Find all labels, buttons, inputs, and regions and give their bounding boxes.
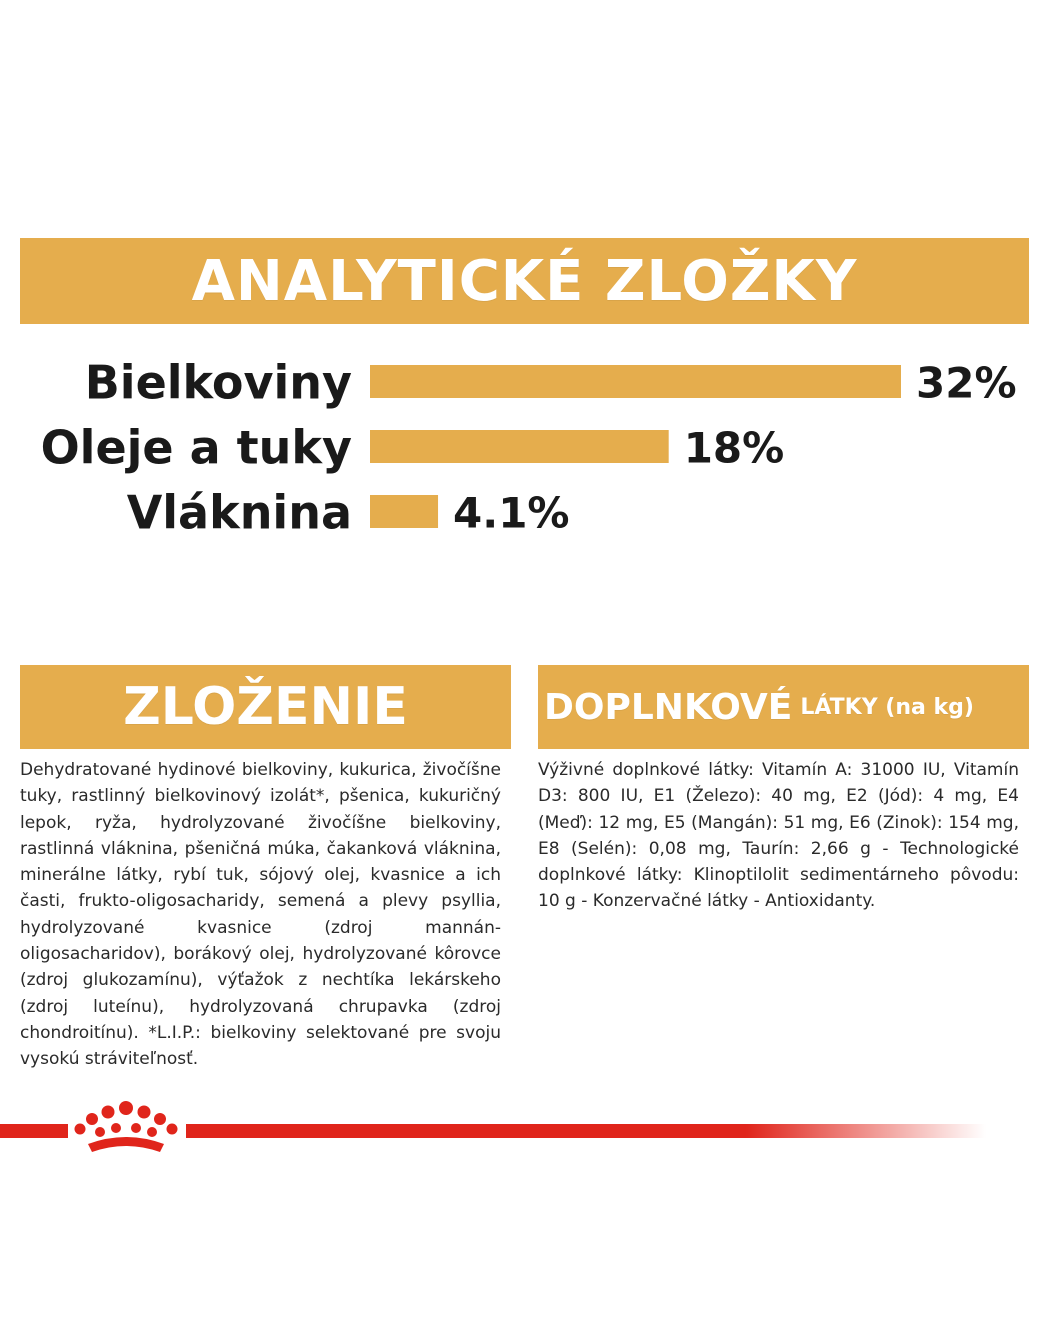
footer-line-right: [186, 1124, 986, 1138]
analytic-title: ANALYTICKÉ ZLOŽKY: [191, 248, 858, 314]
royal-canin-crown-icon: [70, 1100, 182, 1160]
value-label: 4.1%: [453, 488, 570, 538]
footer-line-left: [0, 1124, 68, 1138]
analytic-bar-chart: [0, 330, 1049, 540]
additives-header: [538, 665, 1029, 749]
bar: [370, 495, 438, 528]
additives-subtitle: LÁTKY (na kg): [800, 694, 974, 720]
value-label: 18%: [683, 423, 785, 473]
category-label: Vláknina: [126, 485, 352, 540]
category-label: Bielkoviny: [84, 355, 352, 410]
composition-title: ZLOŽENIE: [123, 677, 408, 737]
bar: [370, 365, 901, 398]
composition-header: [20, 665, 511, 749]
analytic-header: [20, 238, 1029, 324]
value-label: 32%: [916, 358, 1017, 408]
additives-text: Výživné doplnkové látky: Vitamín A: 31000 IU, Vitamín D3: 800 IU, E1 (Železo): 40 mg, E2 (Jód): 4 mg, E4 (Meď): 12 mg, E5 (Mangán): 51 mg, E6 (Zinok): 154 mg, E8 (Selén): 0,08 mg, Taurín: 2,66 g - Technologické doplnkové látky: Klinoptilolit sedimentárneho pôvodu: 10 g - Konzervačné látky - Antioxidanty.: [538, 760, 1019, 912]
additives-title: DOPLNKOVÉ: [544, 686, 793, 728]
composition-text: Dehydratované hydinové bielkoviny, kukurica, živočíšne tuky, rastlinný bielkovinový izolát*, pšenica, kukuričný lepok, ryža, hydrolyzované živočíšne bielkoviny, rastlinná vláknina, pšeničná múka, čakanková vláknina, minerálne látky, rybí tuk, sójový olej, kvasnice a ich časti, frukto-oligosacharidy, semená a plevy psyllia, hydrolyzované kvasnice (zdroj mannán-oligosacharidov), borákový olej, hydrolyzované kôrovce (zdroj glukozamínu), výťažok z nechtíka lekárskeho (zdroj luteínu), hydrolyzovaná chrupavka (zdroj chondroitínu). *L.I.P.: bielkoviny selektované pre svoju vysokú stráviteľnosť.: [20, 760, 501, 1070]
category-label: Oleje a tuky: [40, 420, 352, 475]
bar: [370, 430, 669, 463]
